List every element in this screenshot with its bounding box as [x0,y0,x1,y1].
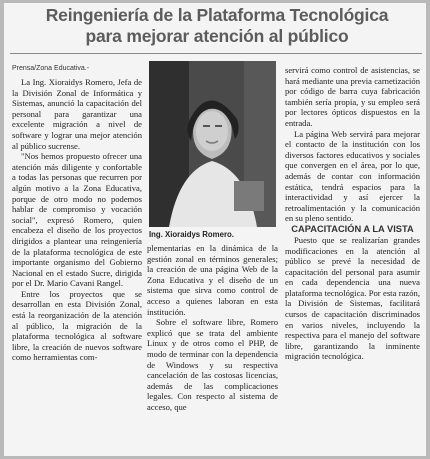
paragraph: servirá como control de asistencias, se hará mediante una previa carnetización por código de barra cuya fabricación también sería propia, y su empleo será por lectores ópticos dispuestos en la entrada. [285,65,420,128]
headline [12,5,422,47]
paragraph: "Nos hemos propuesto ofrecer una atención más diligente y confortable a todas las personas que recurren por algún motivo a la Zona Educativa, porque de otro modo no podemos hablar de compromiso y vocación social", expresó Romero, quien encabeza el diseño de los proyectos dirigidos a plantear una reingeniería de la plataforma tecnológica de este importante organismo del Gobierno Nacional en el estado Sucre, dirigida por el Dr. Mario Cavani Rangel. [12,151,142,289]
paragraph: Sobre el software libre, Romero explicó que se trata del ambiente Linux y de otros como el PHP, de modo de terminar con la dependencia de Windows y su respectiva cancelación de las costosas licencias, además de las complicaciones legales. Con respecto al sistema de acceso, que [147,317,278,412]
headline-line-2: para mejorar atención al público [85,26,349,46]
article-column-3 [285,65,420,454]
portrait-illustration [149,61,276,227]
newspaper-clipping [4,3,426,456]
byline: Prensa/Zona Educativa.- [12,65,90,72]
paragraph: La página Web servirá para mejorar el contacto de la institución con los diversos factores educativos y sociales que convergen en el área, por lo que, además de contar con información estática, tendrá espacios para la interactividad y así ejercer la retroalimentación y la comunicación en su pleno sentido. [285,128,420,224]
article-column-2 [147,243,278,454]
paragraph: plementarias en la dinámica de la gestión zonal en términos generales; la creación de una página Web de la Zona Educativa y el diseño de un sistema que sirva como control de acceso a quienes laboran en esta institución. [147,243,278,317]
headline-line-1: Reingeniería de la Plataforma Tecnológica [45,5,389,25]
headline-rule [10,53,422,54]
section-subhead: CAPACITACIÓN A LA VISTA [291,223,414,234]
paragraph: Puesto que se realizarían grandes modificaciones en la atención al público se prevé la necesidad de capacitación del personal para asumir en cada dependencia una nueva plataforma tecnológica. Por esta razón, la División de Sistemas, facilitará cursos de capacitación discriminados en varios niveles, incluyendo la respectiva para el manejo del software libre, garantizando la inminente migración tecnológica. [285,234,420,362]
paragraph: La Ing. Xioraidys Romero, Jefa de la División Zonal de Informática y Sistemas, anunció la capacitación del personal para garantizar una excelente migración a nivel de software y lograr una mejor atención al público sucrense. [12,77,142,151]
paragraph: Entre los proyectos que se desarrollan en esta División Zonal, está la reorganización de la atención al público, la migración de la plataforma tecnológica al software libre, la creación de nuevos software como herramientas com- [12,288,142,363]
article-column-1 [12,77,142,454]
portrait-photo [149,61,276,227]
photo-caption: Ing. Xioraidys Romero. [149,230,234,239]
